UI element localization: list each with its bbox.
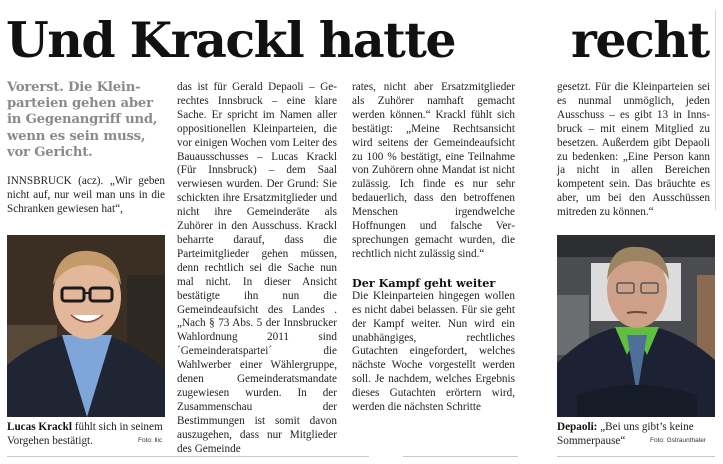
portrait-illustration-depaoli (557, 235, 715, 417)
photo-credit-depaoli: Foto: Gstraunthaler (650, 437, 706, 444)
subheading: Der Kampf geht weiter (352, 275, 496, 290)
caption-text: „Bei uns gibt’s keine Sommerpause“ (557, 421, 694, 447)
article-column-3 (352, 81, 515, 415)
body-text-col3: rates, nicht aber Ersatzmitglieder als Zuhörer namhaft gemacht werden können.“ Krackl fühlt sich bestätigt: „Meine Rechtsansicht wird seitens der Gemeindeaufsicht zu 100 % bestätigt, eine Teilnahme von Zuhörern ohne Mandat ist nicht zulässig. Ich finde es nur sehr bedauerlich, dass den betroffenen Menschen irgendwelche Hoffnungen und falsche Versprechungen gemacht wurden, die rechtlich nicht zulässig sind.“ (352, 81, 515, 260)
photo-credit-krackl: Foto: llic (138, 437, 163, 444)
photo-lucas-krackl (7, 235, 165, 417)
article-column-1 (7, 80, 165, 217)
article-column-2 (177, 81, 337, 456)
caption-text: fühlt sich in seinem Vorgehen bestätigt. (7, 421, 163, 447)
portrait-illustration-krackl (7, 235, 165, 417)
caption-name: Lucas Krackl (7, 421, 72, 433)
headline-part-1: Und Krackl hatte (6, 11, 456, 69)
caption-name: Depaoli: (557, 421, 598, 433)
column-divider-right (715, 10, 716, 210)
body-text-col4: gesetzt. Für die Kleinparteien sei es nunmal unmöglich, jeden Ausschuss – es gibt 13 in Innsbruck – mit einem Mitglied zu besetzen. Außerdem gibt Depaoli zu bedenken: „Eine Person kann ja nicht in allen Bereichen kompetent sein. Das bräuchte es aber, um bei den Ausschüssen mitreden zu können.“ (557, 81, 710, 219)
bottom-rule-middle (403, 456, 518, 457)
article-column-4 (557, 81, 710, 220)
lead-paragraph: Vorerst. Die Kleinparteien gehen aber in Gegenangriff und, wenn es sein muss, vor Gericht. (7, 80, 158, 160)
headline-part-2: recht (571, 11, 709, 69)
headline (6, 10, 716, 70)
bottom-rule-left (7, 456, 369, 457)
body-text-col2: das ist für Gerald Depaoli – Gerechtes Innsbruck – eine klare Sache. Er spricht im Namen aller oppositionellen Kleinparteien, die vor einigen Wochen vom Leiter des Bauausschusses – Lucas Krackl (Für Innsbruck) – dem Saal verwiesen wurden. Der Grund: Sie schickten ihre Ersatzmitglieder und nicht ihre Gemeinderäte als Zuhörer in den Ausschuss. Krackl beharrte darauf, dass die Parteimitglieder gehen müssen, denn rechtlich sei die Sache nun mal nicht. In dieser Ansicht bestätigte ihn nun die Gemeindeaufsicht des Landes . „Nach § 73 Abs. 5 der Innsbrucker Wahlordnung 2011 sind ´Gemeinderatspartei´ die Wahlwerber einer Wählergruppe, denen Gemeinderatsmandate zugewiesen wurden. In der Zusammenschau der Bestimmungen ist somit davon auszugehen, dass nur Mitglieder des Gemeinde (177, 81, 337, 455)
photo-gerald-depaoli (557, 235, 715, 417)
bottom-rule-right (557, 456, 715, 457)
body-text-col1: INNSBRUCK (acz). „Wir geben nicht auf, nur weil man uns in die Schranken gewiesen hat“, (7, 175, 165, 215)
body-text-col3-part2: Die Kleinparteien hingegen wollen es nicht dabei belassen. Für sie geht der Kampf weiter. Nun wird ein unabhängiges, rechtliches Gutachten eingefordert, welches nächste Woche vorgestellt werden soll. Je nachdem, welches Ergebnis dieses Gutachten erörtern wird, werden die nächsten Schritte (352, 289, 515, 414)
